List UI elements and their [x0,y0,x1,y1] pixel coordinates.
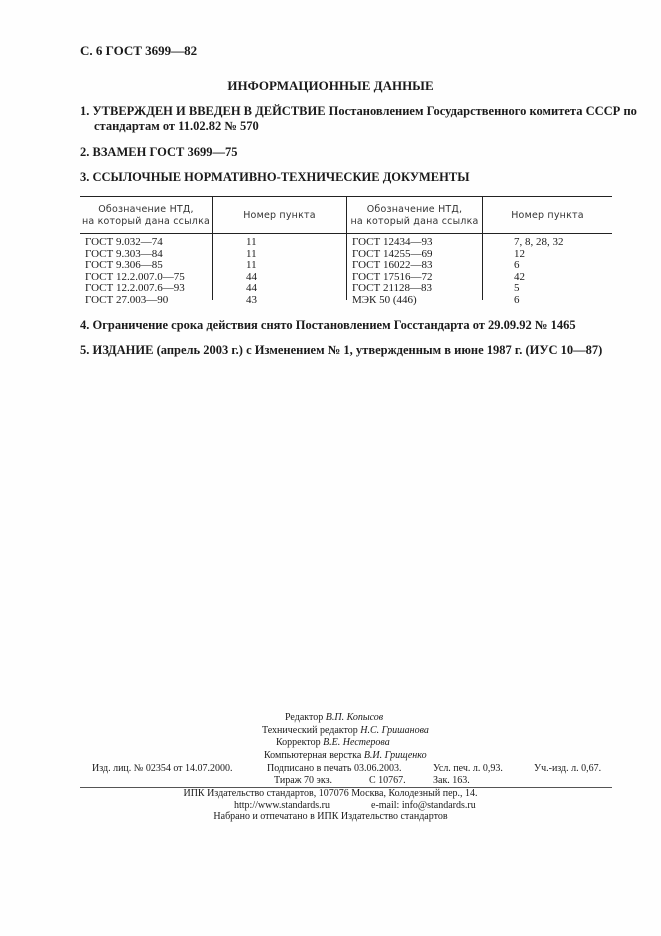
column-header-ntd-right [347,204,482,228]
credit-name: В.И. Грищенко [363,749,427,761]
table-cell: 11 [246,236,257,248]
table-cell: 11 [246,247,257,260]
table-cell: 12 [514,247,525,260]
imprint-order: Зак. 163. [433,775,470,786]
column-header-ntd-left-line-2: на который дана ссылка [81,216,211,227]
table-cell: 6 [514,259,520,272]
credit-editor [257,712,429,725]
table-cell: ГОСТ 12.2.007.6—93 [85,282,185,295]
table-cell: ГОСТ 9.306—85 [85,259,163,272]
table-cell: ГОСТ 12.2.007.0—75 [85,270,185,283]
section-3: 3. ССЫЛОЧНЫЕ НОРМАТИВНО-ТЕХНИЧЕСКИЕ ДОКУМЕНТЫ [80,170,470,184]
table-cell: ГОСТ 12434—93 [352,236,433,248]
credit-name: В.Е. Нестерова [323,737,390,749]
table-cell: МЭК 50 (446) [352,293,417,306]
table-cell: 5 [514,282,520,295]
column-doc-right [352,237,432,307]
credit-name: В.П. Копысов [325,712,384,723]
imprint-copies: Тираж 70 экз. [274,775,333,786]
imprint-print-sheets: Усл. печ. л. 0,93. [433,763,503,774]
column-doc-left [85,237,185,307]
table-cell: ГОСТ 9.303—84 [85,247,163,260]
credit-label: Редактор [285,712,324,723]
page-title: ИНФОРМАЦИОННЫЕ ДАННЫЕ [227,78,434,93]
publisher-address: ИПК Издательство стандартов, 107076 Москва, Колодезный пер., 14. [183,788,478,799]
credits-block [257,712,429,762]
credit-label: Корректор [276,737,321,749]
table-divider [346,234,347,300]
credit-name: Н.С. Гришанова [360,724,429,736]
section-5: 5. ИЗДАНИЕ (апрель 2003 г.) с Изменением № 1, утвержденным в июне 1987 г. (ИУС 10—87) [80,343,603,357]
section-4: 4. Ограничение срока действия снято Постановлением Госстандарта от 29.09.92 № 1465 [80,318,576,332]
table-cell: 7, 8, 28, 32 [514,236,564,248]
column-header-ntd-left-line-1: Обозначение НТД, [98,204,194,215]
table-cell: 42 [514,270,525,283]
table-cell: ГОСТ 17516—72 [352,270,433,283]
imprint-order-code: С 10767. [369,775,406,786]
section-2: 2. ВЗАМЕН ГОСТ 3699—75 [80,145,238,159]
column-header-item-right: Номер пункта [511,210,584,221]
imprint-signed: Подписано в печать 03.06.2003. [267,763,402,774]
table-cell: 11 [246,259,257,272]
table-cell: 44 [246,270,257,283]
imprint-pub-sheets: Уч.-изд. л. 0,67. [534,763,602,774]
credit-corrector [257,737,429,750]
column-header-ntd-right-line-1: Обозначение НТД, [366,204,463,215]
section-1-line-1: 1. УТВЕРЖДЕН И ВВЕДЕН В ДЕЙСТВИЕ Постановлением Государственного комитета СССР по [80,104,637,118]
column-header-ntd-right-line-2: на который дана ссылка [350,216,479,227]
column-item-right [514,237,564,307]
publisher-printing: Набрано и отпечатано в ИПК Издательство стандартов [213,811,448,822]
table-cell: ГОСТ 9.032—74 [85,236,163,248]
publisher-email[interactable]: e-mail: info@standards.ru [371,800,476,811]
credit-label: Технический редактор [262,724,358,736]
credit-tech-editor [257,725,429,738]
credit-label: Компьютерная верстка [264,749,362,761]
table-cell: ГОСТ 27.003—90 [85,293,169,306]
publisher-url[interactable]: http://www.standards.ru [234,800,331,811]
table-cell: ГОСТ 14255—69 [352,247,433,260]
section-1-line-2: стандартам от 11.02.82 № 570 [94,119,259,133]
imprint-license: Изд. лиц. № 02354 от 14.07.2000. [92,763,233,774]
table-cell: ГОСТ 21128—83 [352,282,433,295]
table-cell: 43 [246,293,257,306]
table-divider [482,234,483,300]
column-header-ntd-left [80,204,212,228]
table-cell: 6 [514,293,520,306]
table-cell: ГОСТ 16022—83 [352,259,433,272]
column-item-left [246,237,257,307]
table-divider [212,234,213,300]
table-cell: 44 [246,282,257,295]
column-header-item-left: Номер пункта [243,210,316,221]
page-header: С. 6 ГОСТ 3699—82 [80,43,198,58]
credit-layout [257,750,429,763]
